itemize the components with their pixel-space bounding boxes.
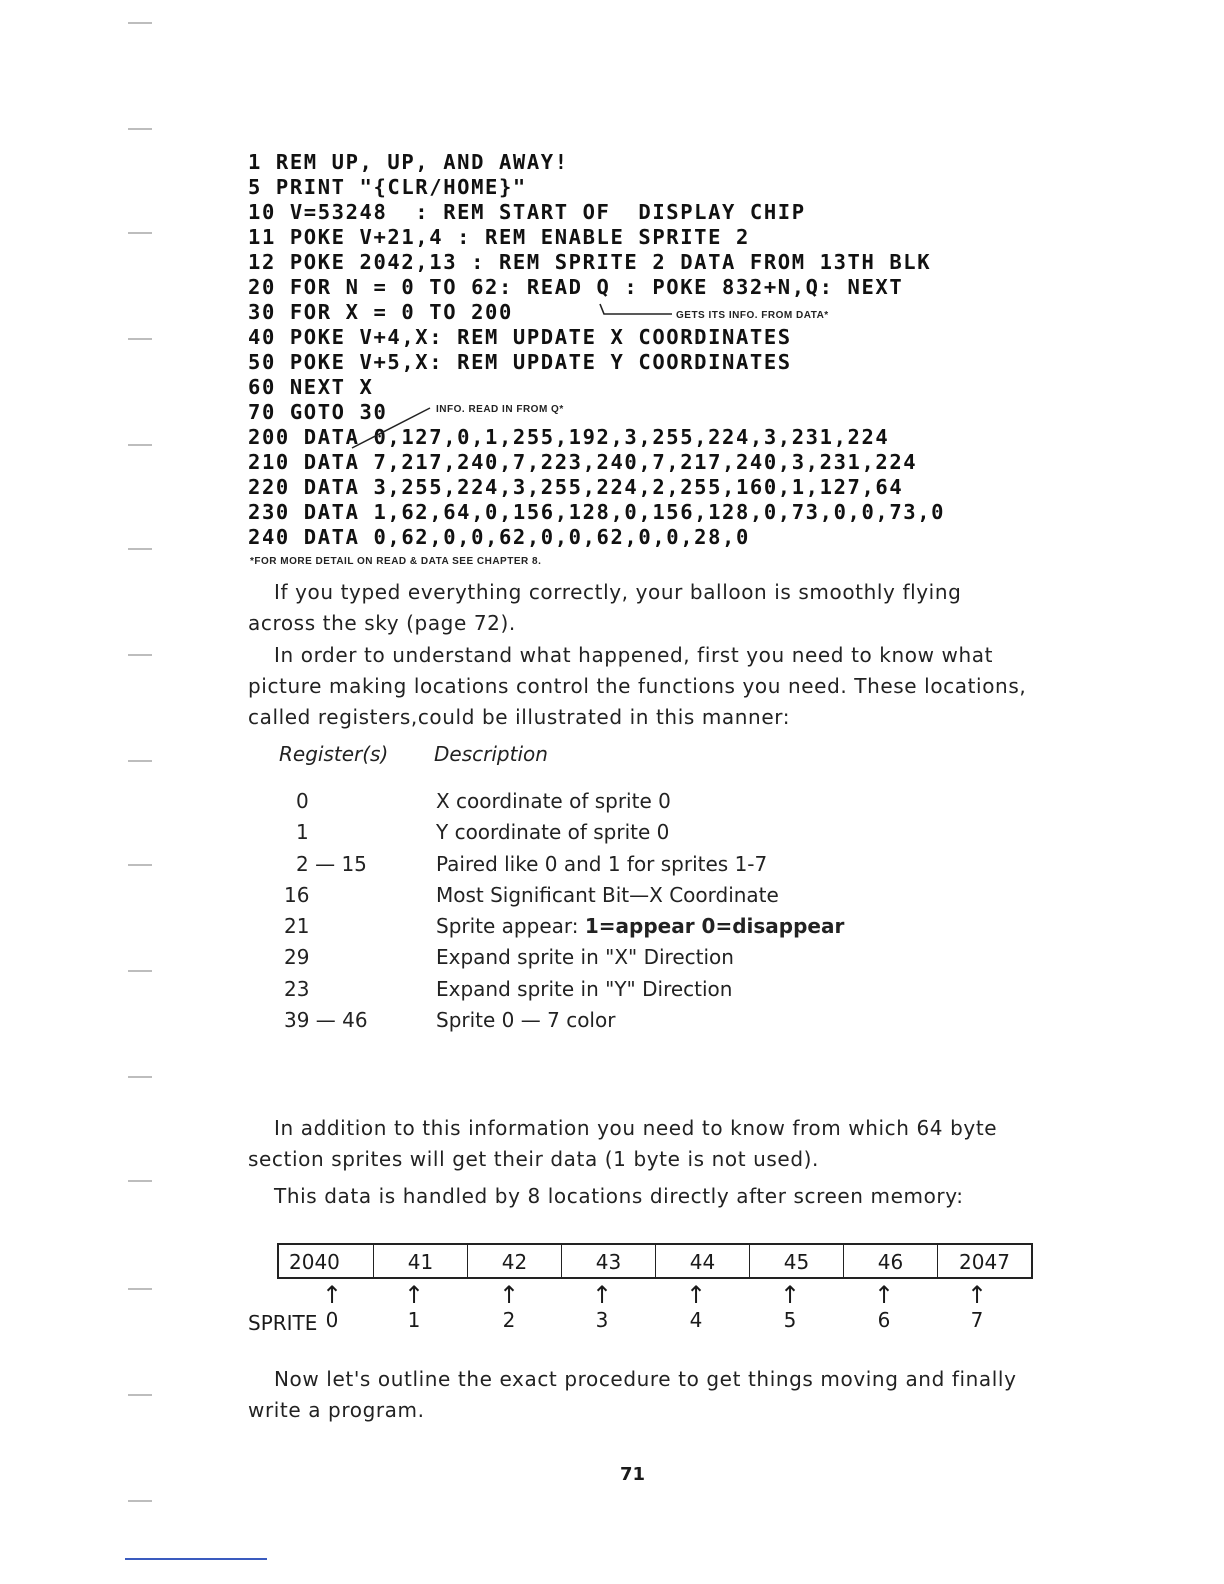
register-number: 2 — 15 <box>296 851 367 876</box>
code-line: 50 POKE V+5,X: REM UPDATE Y COORDINATES <box>248 350 792 374</box>
memory-cell: 42 <box>468 1245 562 1277</box>
table-row <box>280 911 844 942</box>
up-arrow-icon: ↑ <box>321 1281 343 1309</box>
register-description: Paired like 0 and 1 for sprites 1-7 <box>436 851 768 876</box>
sprite-pointer-memory-table <box>277 1243 1033 1279</box>
register-description: Sprite 0 — 7 color <box>436 1008 616 1033</box>
sprite-label: SPRITE <box>248 1311 318 1335</box>
memory-cell: 46 <box>844 1245 938 1277</box>
description-header: Description <box>434 742 548 766</box>
code-line: 12 POKE 2042,13 : REM SPRITE 2 DATA FROM 13TH BLK <box>248 250 932 274</box>
register-description-bold: 1=appear 0=disappear <box>584 914 845 939</box>
table-row <box>280 942 844 973</box>
code-line: 210 DATA 7,217,240,7,223,240,7,217,240,3,231,224 <box>248 450 918 474</box>
register-description: Y coordinate of sprite 0 <box>436 820 670 845</box>
register-number: 16 <box>284 882 310 907</box>
register-description: Sprite appear: <box>436 914 585 939</box>
up-arrow-icon: ↑ <box>779 1281 801 1309</box>
memory-cell: 2040 <box>279 1245 374 1277</box>
sprite-pointer <box>394 1282 434 1332</box>
paragraph: Now let's outline the exact procedure to get things moving and finally write a program. <box>248 1367 1017 1422</box>
code-line: 240 DATA 0,62,0,0,62,0,0,62,0,0,28,0 <box>248 525 750 549</box>
footnote: *FOR MORE DETAIL ON READ & DATA SEE CHAPTER 8. <box>250 556 542 567</box>
sprite-pointer-arrows <box>248 1282 1008 1352</box>
sprite-number: 4 <box>689 1308 703 1332</box>
code-line: 220 DATA 3,255,224,3,255,224,2,255,160,1,127,64 <box>248 475 904 499</box>
table-row <box>280 849 844 880</box>
paragraph: If you typed everything correctly, your balloon is smoothly flying across the sky (page 72). <box>248 580 962 635</box>
info-read-arrow-line <box>352 408 430 448</box>
sprite-pointer <box>312 1282 352 1332</box>
register-number: 29 <box>284 945 310 970</box>
register-number: 1 <box>296 820 309 845</box>
sprite-pointer <box>770 1282 810 1332</box>
sprite-number: 0 <box>325 1308 339 1332</box>
memory-cell: 43 <box>562 1245 656 1277</box>
paragraph: This data is handled by 8 locations directly after screen memory: <box>274 1184 964 1208</box>
info-read-annotation: INFO. READ IN FROM Q* <box>436 404 564 415</box>
sprite-pointer <box>864 1282 904 1332</box>
code-line: 11 POKE V+21,4 : REM ENABLE SPRITE 2 <box>248 225 750 249</box>
bottom-rule <box>125 1558 267 1560</box>
paragraph: In order to understand what happened, first you need to know what picture making locations control the functions you need. These locations, called registers,could be illustrated in this manner: <box>248 643 1027 729</box>
code-line: 200 DATA 0,127,0,1,255,192,3,255,224,3,231,224 <box>248 425 890 449</box>
sprite-pointer <box>582 1282 622 1332</box>
register-description: Most Significant Bit—X Coordinate <box>436 882 779 907</box>
sprite-number: 5 <box>783 1308 797 1332</box>
paragraph-block-1 <box>248 577 1033 733</box>
register-number: 23 <box>284 976 310 1001</box>
up-arrow-icon: ↑ <box>403 1281 425 1309</box>
paragraph-block-2 <box>248 1113 1033 1212</box>
register-description: Expand sprite in "Y" Direction <box>436 976 733 1001</box>
code-line: 10 V=53248 : REM START OF DISPLAY CHIP <box>248 200 806 224</box>
code-line: 60 NEXT X <box>248 375 374 399</box>
register-header: Register(s) <box>279 742 389 766</box>
sprite-number: 6 <box>877 1308 891 1332</box>
register-number: 0 <box>296 789 309 813</box>
memory-cell: 41 <box>374 1245 468 1277</box>
memory-cell: 45 <box>750 1245 844 1277</box>
register-description: X coordinate of sprite 0 <box>436 789 671 813</box>
up-arrow-icon: ↑ <box>498 1281 520 1309</box>
paragraph: In addition to this information you need to know from which 64 byte section sprites will get their data (1 byte is not used). <box>248 1116 998 1171</box>
table-row <box>280 1005 844 1036</box>
code-line: 40 POKE V+4,X: REM UPDATE X COORDINATES <box>248 325 792 349</box>
code-line: 230 DATA 1,62,64,0,156,128,0,156,128,0,73,0,0,73,0 <box>248 500 946 524</box>
paragraph-block-3 <box>248 1364 1033 1426</box>
sprite-pointer <box>489 1282 529 1332</box>
code-line: 30 FOR X = 0 TO 200 <box>248 300 513 324</box>
table-row <box>280 817 844 848</box>
code-line: 1 REM UP, UP, AND AWAY! <box>248 150 569 174</box>
register-description: Expand sprite in "X" Direction <box>436 945 734 970</box>
up-arrow-icon: ↑ <box>966 1281 988 1309</box>
register-table <box>280 786 844 1036</box>
table-row <box>280 786 844 817</box>
sprite-number: 3 <box>595 1308 609 1332</box>
memory-cell: 44 <box>656 1245 750 1277</box>
code-line: 5 PRINT "{CLR/HOME}" <box>248 175 527 199</box>
up-arrow-icon: ↑ <box>685 1281 707 1309</box>
register-number: 21 <box>284 914 310 939</box>
sprite-pointer <box>957 1282 997 1332</box>
sprite-pointer <box>676 1282 716 1332</box>
memory-cell: 2047 <box>959 1250 1010 1274</box>
code-line: 20 FOR N = 0 TO 62: READ Q : POKE 832+N,Q: NEXT <box>248 275 904 299</box>
sprite-number: 1 <box>407 1308 421 1332</box>
code-line: 70 GOTO 30 <box>248 400 388 424</box>
up-arrow-icon: ↑ <box>873 1281 895 1309</box>
up-arrow-icon: ↑ <box>591 1281 613 1309</box>
table-row <box>280 880 844 911</box>
table-row <box>280 974 844 1005</box>
gets-info-annotation: GETS ITS INFO. FROM DATA* <box>676 310 829 321</box>
sprite-number: 2 <box>502 1308 516 1332</box>
page-number: 71 <box>620 1464 646 1485</box>
register-number: 39 — 46 <box>284 1008 368 1033</box>
gets-info-arrow-line <box>600 304 672 314</box>
sprite-number: 7 <box>970 1308 984 1332</box>
